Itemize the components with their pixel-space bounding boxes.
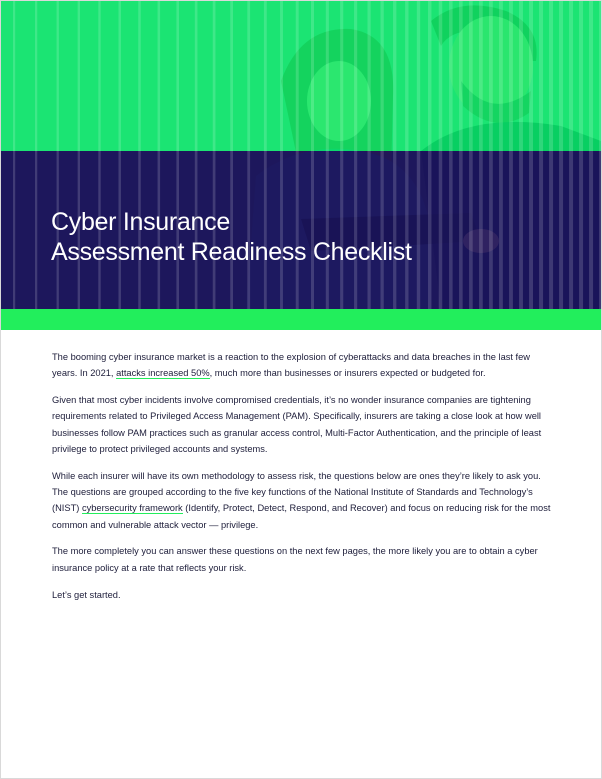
hero-banner	[1, 1, 601, 309]
title-line-1: Cyber Insurance	[51, 208, 230, 236]
green-accent-band	[1, 309, 601, 330]
paragraph-intro: The booming cyber insurance market is a reaction to the explosion of cyberattacks and data breaches in the last few years. In 2021, attacks increased 50%, much more than businesses or insurers expected or budgeted for.	[52, 352, 531, 379]
cybersecurity-framework-link[interactable]: cybersecurity framework	[81, 503, 183, 514]
body-text	[52, 349, 552, 613]
paragraph-nist: While each insurer will have its own methodology to assess risk, the questions below are ones they’re likely to ask you. The questions are grouped according to the five key functions of the National Institute of Standards and Technology’s (NIST) cybersecurity framework (Identify, Protect, Detect, Respond, and Recover) and focus on reducing risk for the most common and vulnerable attack vector — privilege.	[52, 470, 551, 530]
paragraph-answer: The more completely you can answer these questions on the next few pages, the more likely you are to obtain a cyber insurance policy at a rate that reflects your risk.	[52, 546, 538, 573]
paragraph-pam: Given that most cyber incidents involve compromised credentials, it’s no wonder insurance companies are tightening requirements related to Privileged Access Management (PAM). Specifically, insurers are taking a close look at how well businesses follow PAM practices such as granular access control, Multi-Factor Authentication, and the principle of least privilege to protect privileged accounts and systems.	[52, 395, 542, 454]
paragraph-get-started: Let’s get started.	[52, 589, 121, 600]
attacks-increased-link[interactable]: attacks increased 50%	[116, 368, 210, 379]
title-line-2: Assessment Readiness Checklist	[51, 238, 412, 266]
page-title	[51, 207, 412, 267]
